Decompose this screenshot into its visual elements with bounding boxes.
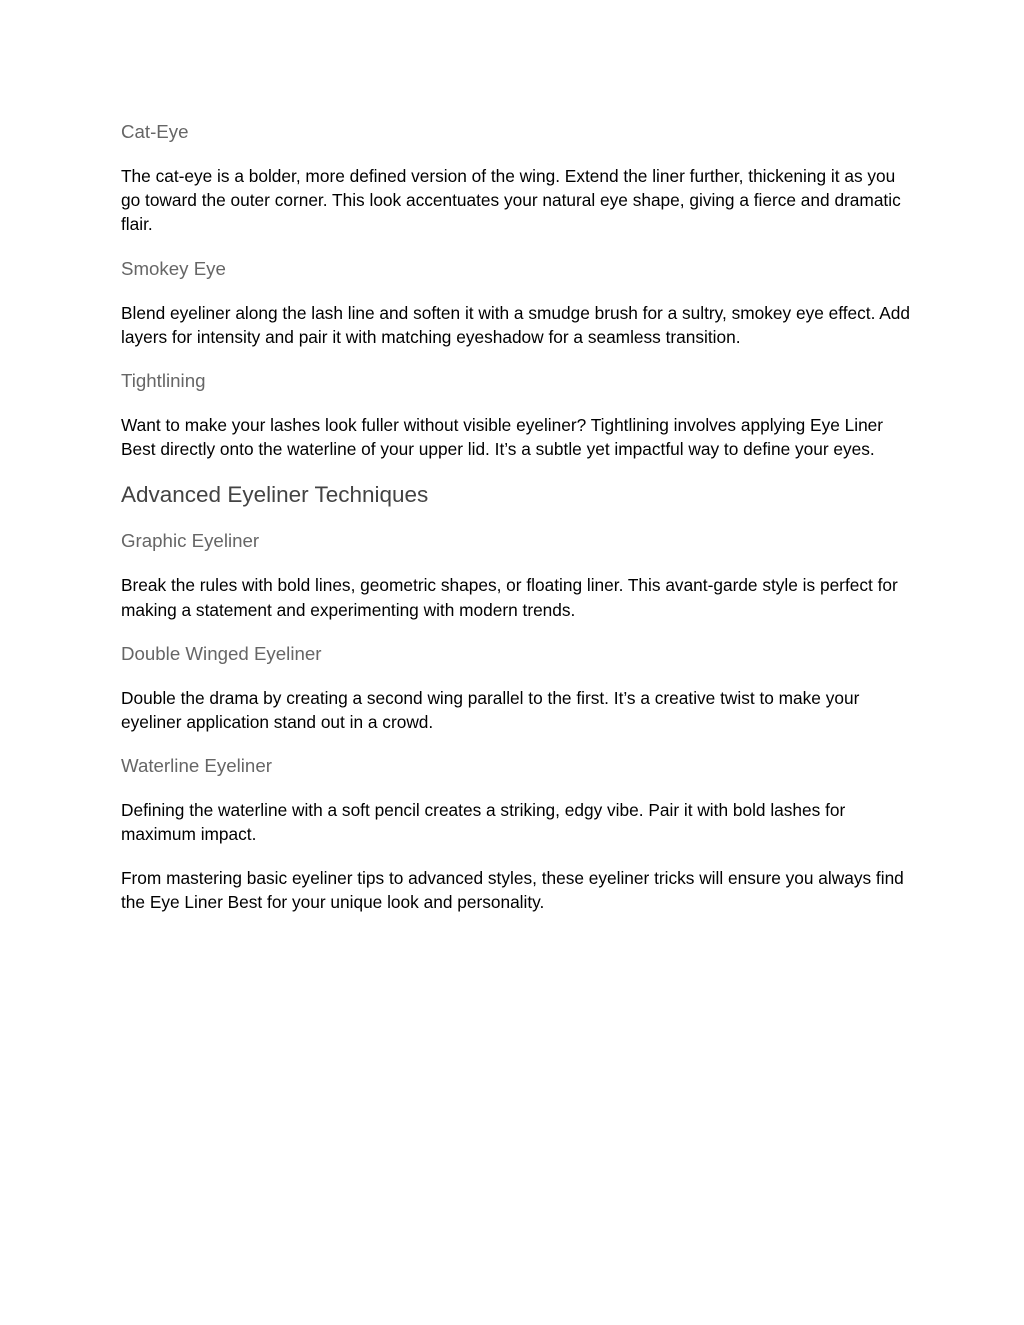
section-heading-smokey-eye: Smokey Eye	[121, 257, 226, 279]
section-body-smokey-eye: Blend eyeliner along the lash line and soften it with a smudge brush for a sultry, smokey eye effect. Add layers for intensity and pair it with matching eyeshadow for a seamless transition.	[121, 302, 910, 347]
section-heading-graphic-eyeliner: Graphic Eyeliner	[121, 530, 260, 552]
advanced-techniques-title: Advanced Eyeliner Techniques	[121, 482, 429, 508]
section-body-waterline-eyeliner: Defining the waterline with a soft pencil creates a striking, edgy vibe. Pair it with bold lashes for maximum impact.	[121, 800, 846, 845]
conclusion-paragraph: From mastering basic eyeliner tips to advanced styles, these eyeliner tricks will ensure you always find the Eye Liner Best for your unique look and personality.	[121, 867, 904, 912]
section-heading-tightlining: Tightlining	[121, 370, 206, 392]
section-heading-cat-eye: Cat-Eye	[121, 121, 189, 142]
section-heading-double-winged-eyeliner: Double Winged Eyeliner	[121, 642, 322, 664]
section-heading-waterline-eyeliner: Waterline Eyeliner	[121, 755, 272, 777]
document-page	[121, 119, 911, 914]
section-body-double-winged-eyeliner: Double the drama by creating a second wing parallel to the first. It’s a creative twist to make your eyeliner application stand out in a crowd.	[121, 687, 860, 733]
section-body-cat-eye: The cat-eye is a bolder, more defined version of the wing. Extend the liner further, thickening it as you go toward the outer corner. This look accentuates your natural eye shape, giving a fierce and dramatic flair.	[121, 166, 901, 235]
section-body-graphic-eyeliner: Break the rules with bold lines, geometric shapes, or floating liner. This avant-garde style is perfect for making a statement and experimenting with modern trends.	[121, 575, 898, 620]
section-body-tightlining: Want to make your lashes look fuller without visible eyeliner? Tightlining involves applying Eye Liner Best directly onto the waterline of your upper lid. It’s a subtle yet impactful way to define your eyes.	[121, 415, 884, 460]
